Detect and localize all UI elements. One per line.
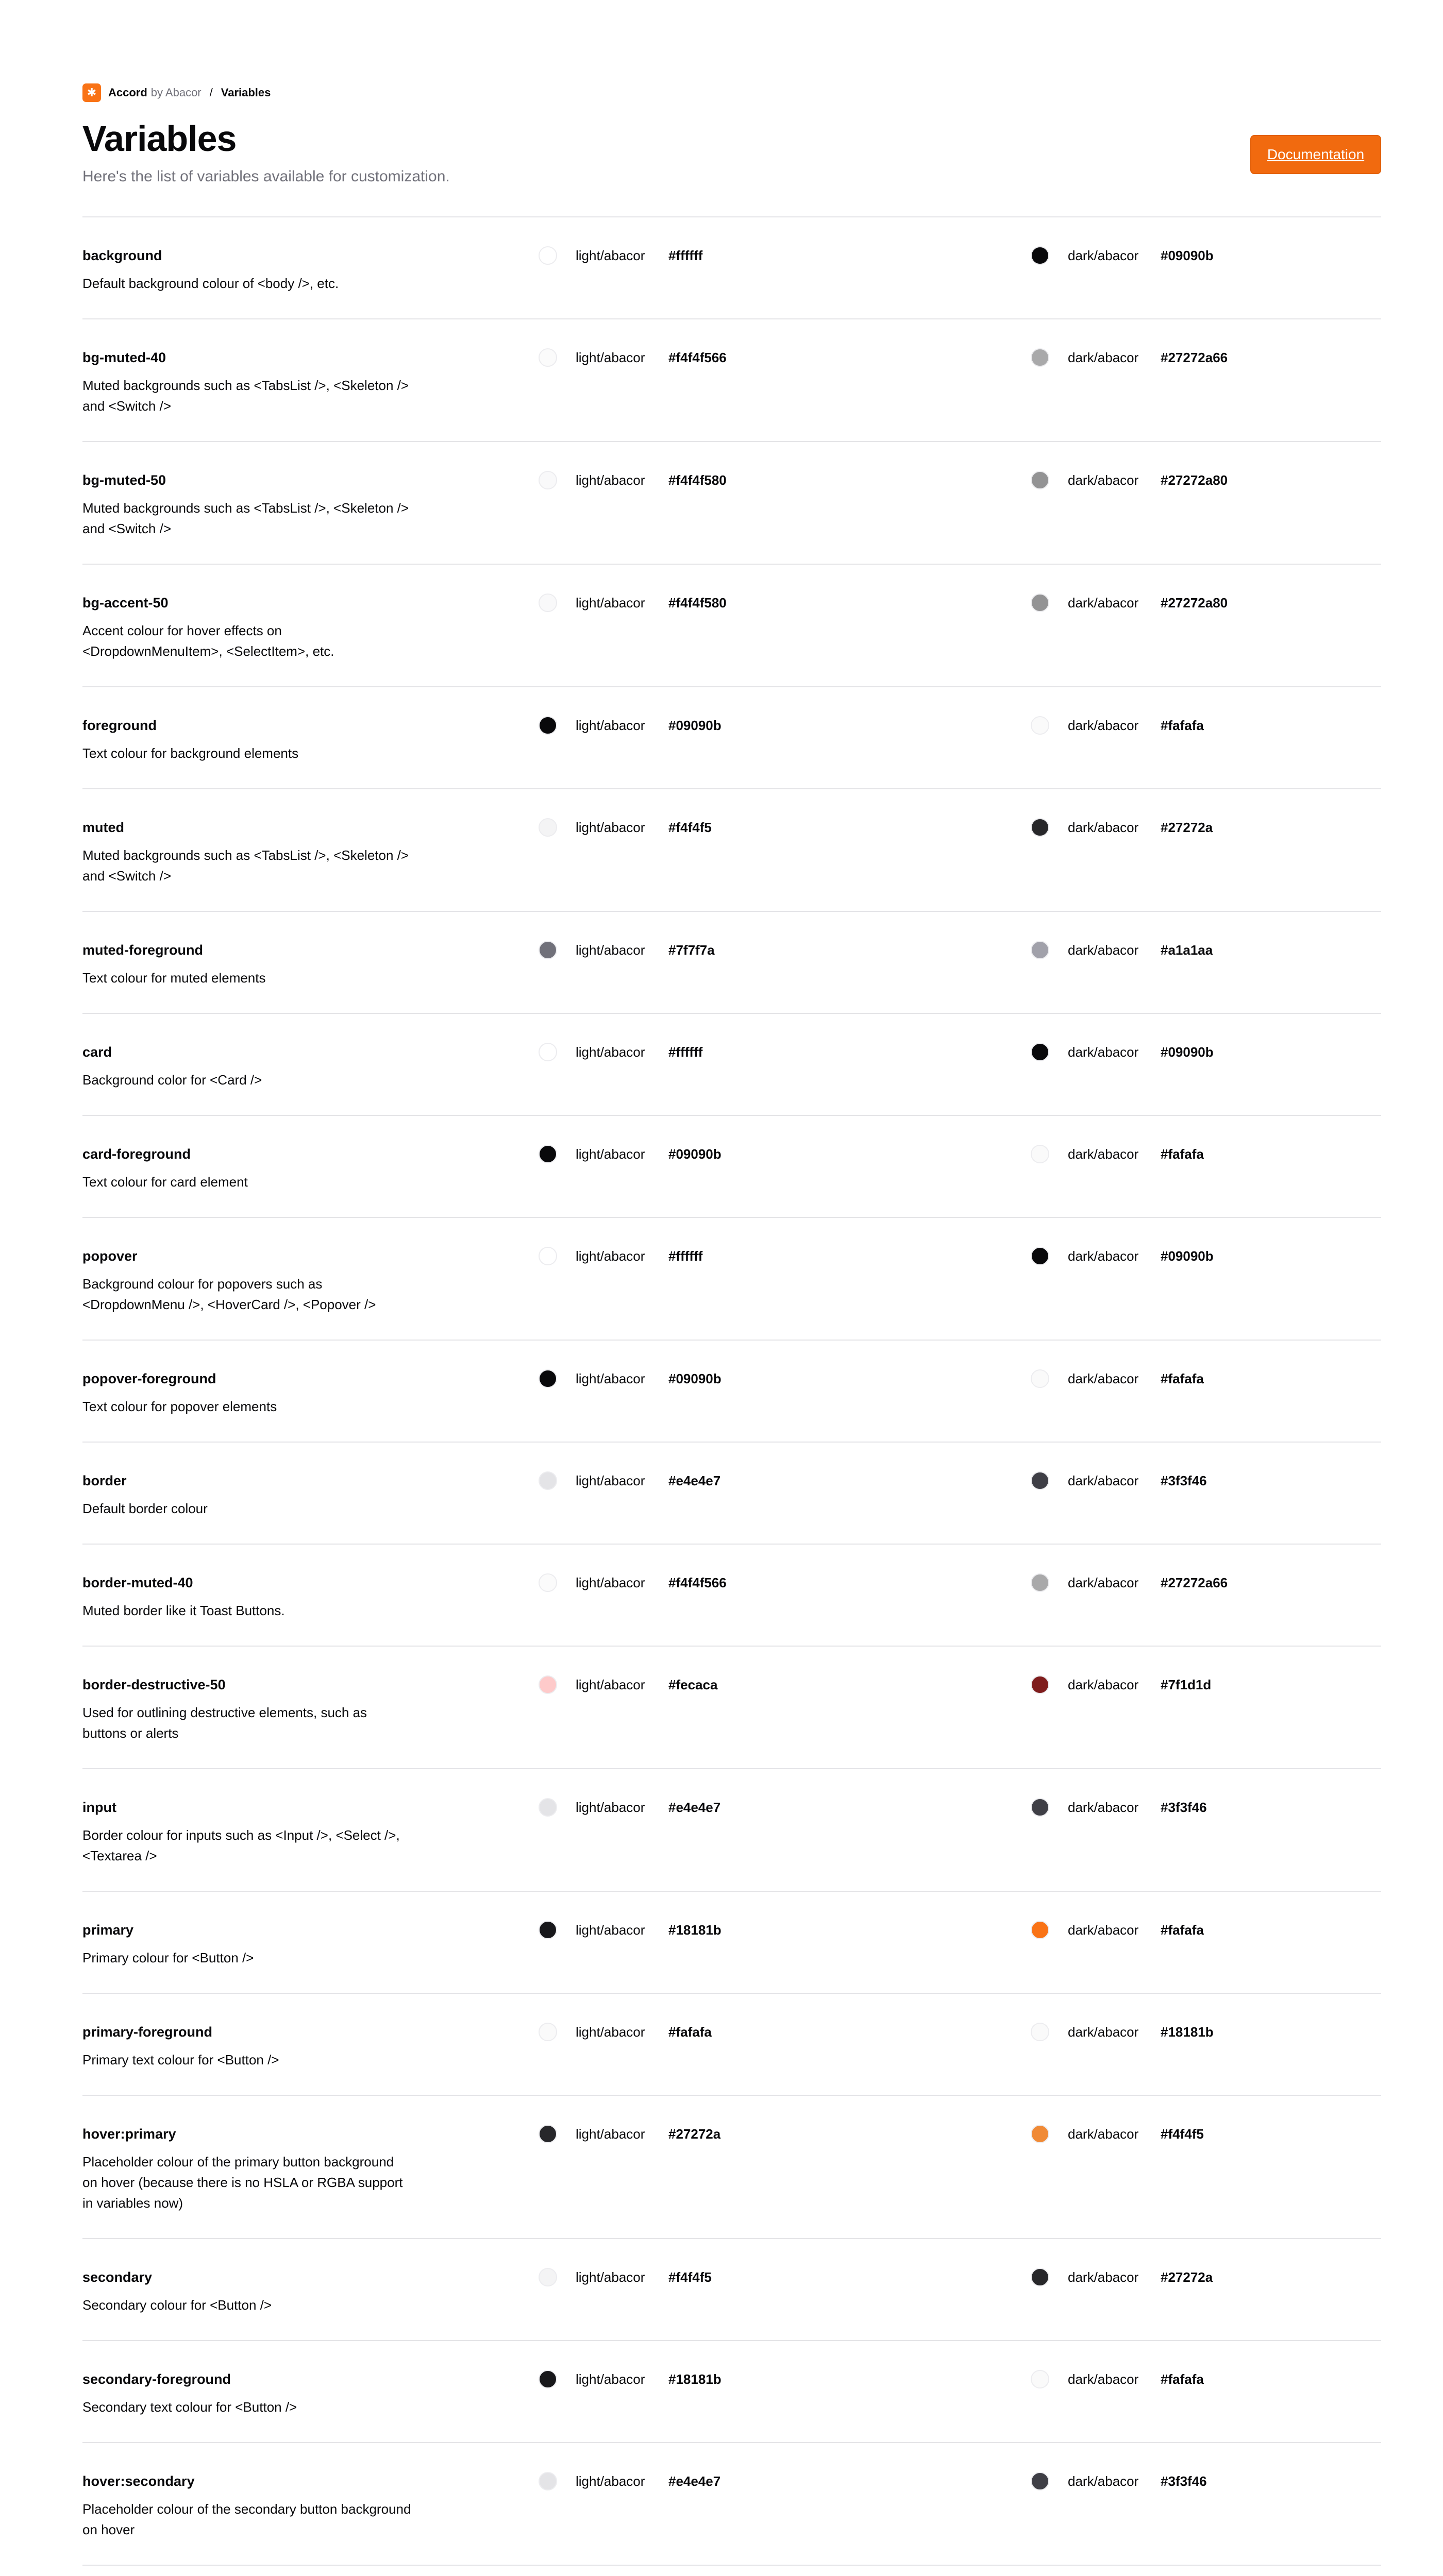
variable-name: card-foreground — [82, 1146, 191, 1162]
dark-theme-name: dark/abacor — [1068, 1146, 1139, 1162]
dark-theme-name: dark/abacor — [1068, 1799, 1139, 1815]
variable-info — [82, 246, 539, 294]
light-theme-value — [539, 594, 1031, 612]
dark-color-swatch — [1031, 1043, 1049, 1061]
light-hex-value: #e4e4e7 — [668, 1799, 721, 1815]
dark-color-swatch — [1031, 2268, 1049, 2286]
variable-row — [82, 565, 1381, 687]
light-theme-name: light/abacor — [576, 2024, 645, 2040]
variable-description: Placeholder colour of the secondary button background on hover — [82, 2501, 411, 2537]
light-hex-value: #f4f4f5 — [668, 2269, 712, 2285]
dark-color-swatch — [1031, 246, 1049, 265]
variable-name: primary — [82, 1922, 134, 1938]
light-color-swatch — [539, 2125, 557, 2143]
variable-info — [82, 1145, 539, 1192]
dark-theme-value — [1031, 1675, 1381, 1694]
variable-description: Background color for <Card /> — [82, 1072, 262, 1088]
light-theme-name: light/abacor — [576, 1574, 645, 1590]
light-color-swatch — [539, 246, 557, 265]
variable-row — [82, 2566, 1381, 2576]
variable-info — [82, 1798, 539, 1866]
dark-theme-value — [1031, 2023, 1381, 2041]
dark-theme-value — [1031, 2370, 1381, 2388]
page-header — [82, 116, 1381, 217]
variable-description: Placeholder colour of the primary button background on hover (because there is no HSLA or RGBA support in variables now) — [82, 2154, 403, 2211]
dark-color-swatch — [1031, 348, 1049, 367]
breadcrumb-brand[interactable]: Accord — [108, 86, 147, 99]
dark-theme-name: dark/abacor — [1068, 2473, 1139, 2489]
light-theme-name: light/abacor — [576, 1248, 645, 1264]
variable-name: bg-muted-50 — [82, 472, 166, 488]
variable-name: secondary-foreground — [82, 2371, 231, 2387]
variable-description: Default border colour — [82, 1501, 208, 1516]
light-theme-value — [539, 1675, 1031, 1694]
light-theme-name: light/abacor — [576, 1922, 645, 1938]
light-theme-value — [539, 2472, 1031, 2490]
dark-color-swatch — [1031, 818, 1049, 837]
dark-hex-value: #27272a — [1161, 819, 1213, 835]
dark-theme-value — [1031, 1573, 1381, 1592]
light-color-swatch — [539, 2268, 557, 2286]
dark-color-swatch — [1031, 471, 1049, 489]
light-theme-name: light/abacor — [576, 1044, 645, 1060]
dark-color-swatch — [1031, 1798, 1049, 1817]
dark-hex-value: #a1a1aa — [1161, 942, 1213, 958]
variable-name: popover-foreground — [82, 1371, 216, 1386]
light-theme-name: light/abacor — [576, 349, 645, 365]
variable-row — [82, 1014, 1381, 1116]
variable-info — [82, 1247, 539, 1315]
variable-name: border-muted-40 — [82, 1575, 193, 1590]
variable-info — [82, 1471, 539, 1519]
light-color-swatch — [539, 1921, 557, 1939]
variable-info — [82, 348, 539, 416]
dark-theme-value — [1031, 1145, 1381, 1163]
variable-info — [82, 1043, 539, 1090]
dark-color-swatch — [1031, 1675, 1049, 1694]
dark-theme-value — [1031, 1369, 1381, 1388]
dark-theme-name: dark/abacor — [1068, 1044, 1139, 1060]
variable-description: Text colour for muted elements — [82, 970, 266, 986]
light-hex-value: #e4e4e7 — [668, 1472, 721, 1488]
variable-info — [82, 2472, 539, 2540]
light-color-swatch — [539, 1369, 557, 1388]
dark-theme-value — [1031, 941, 1381, 959]
light-theme-value — [539, 941, 1031, 959]
variable-name: hover:primary — [82, 2126, 176, 2142]
variable-info — [82, 471, 539, 539]
light-color-swatch — [539, 471, 557, 489]
variable-description: Muted backgrounds such as <TabsList />, <Skeleton /> and <Switch /> — [82, 848, 409, 884]
light-color-swatch — [539, 1471, 557, 1490]
variable-info — [82, 1921, 539, 1968]
light-theme-name: light/abacor — [576, 1799, 645, 1815]
variable-name: card — [82, 1044, 112, 1060]
dark-theme-name: dark/abacor — [1068, 1472, 1139, 1488]
variable-row — [82, 789, 1381, 912]
variable-row — [82, 1218, 1381, 1341]
light-theme-value — [539, 1369, 1031, 1388]
variable-row — [82, 2239, 1381, 2341]
light-theme-name: light/abacor — [576, 472, 645, 488]
light-theme-value — [539, 1247, 1031, 1265]
light-hex-value: #f4f4f5 — [668, 819, 712, 835]
light-color-swatch — [539, 2023, 557, 2041]
light-hex-value: #ffffff — [668, 1248, 703, 1264]
dark-color-swatch — [1031, 1471, 1049, 1490]
breadcrumb-brand-by: by Abacor — [150, 86, 202, 99]
light-theme-name: light/abacor — [576, 1472, 645, 1488]
dark-hex-value: #27272a80 — [1161, 595, 1228, 611]
light-hex-value: #fecaca — [668, 1676, 718, 1692]
light-theme-value — [539, 2023, 1031, 2041]
dark-hex-value: #3f3f46 — [1161, 1472, 1207, 1488]
documentation-button[interactable]: Documentation — [1250, 135, 1381, 174]
variable-row — [82, 319, 1381, 442]
variable-description: Used for outlining destructive elements, such as buttons or alerts — [82, 1705, 367, 1741]
dark-color-swatch — [1031, 2370, 1049, 2388]
dark-theme-name: dark/abacor — [1068, 349, 1139, 365]
light-theme-name: light/abacor — [576, 2126, 645, 2142]
light-color-swatch — [539, 594, 557, 612]
variable-info — [82, 941, 539, 988]
dark-theme-value — [1031, 1043, 1381, 1061]
variable-name: muted — [82, 820, 124, 835]
dark-theme-name: dark/abacor — [1068, 247, 1139, 263]
light-theme-name: light/abacor — [576, 717, 645, 733]
variable-description: Accent colour for hover effects on <DropdownMenuItem>, <SelectItem>, etc. — [82, 623, 334, 659]
variable-row — [82, 1443, 1381, 1545]
dark-theme-value — [1031, 1247, 1381, 1265]
light-theme-value — [539, 1043, 1031, 1061]
dark-theme-name: dark/abacor — [1068, 2371, 1139, 2387]
light-theme-value — [539, 471, 1031, 489]
dark-hex-value: #18181b — [1161, 2024, 1214, 2040]
dark-hex-value: #27272a80 — [1161, 472, 1228, 488]
dark-color-swatch — [1031, 2023, 1049, 2041]
breadcrumb-current: Variables — [221, 86, 271, 99]
light-theme-value — [539, 246, 1031, 265]
light-color-swatch — [539, 941, 557, 959]
variable-info — [82, 2370, 539, 2417]
light-hex-value: #ffffff — [668, 247, 703, 263]
variable-description: Primary text colour for <Button /> — [82, 2052, 279, 2067]
dark-color-swatch — [1031, 1573, 1049, 1592]
variable-row — [82, 217, 1381, 319]
light-theme-value — [539, 716, 1031, 735]
dark-theme-value — [1031, 2268, 1381, 2286]
light-hex-value: #f4f4f566 — [668, 349, 727, 365]
page-title: Variables — [82, 118, 237, 159]
light-theme-name: light/abacor — [576, 2269, 645, 2285]
dark-theme-value — [1031, 1471, 1381, 1490]
dark-theme-name: dark/abacor — [1068, 1922, 1139, 1938]
dark-hex-value: #27272a66 — [1161, 1574, 1228, 1590]
variable-description: Muted border like it Toast Buttons. — [82, 1603, 285, 1618]
variable-row — [82, 1116, 1381, 1218]
dark-theme-name: dark/abacor — [1068, 1370, 1139, 1386]
dark-theme-name: dark/abacor — [1068, 942, 1139, 958]
light-theme-name: light/abacor — [576, 1146, 645, 1162]
light-color-swatch — [539, 1145, 557, 1163]
star-icon[interactable]: ✱ — [82, 83, 101, 102]
dark-color-swatch — [1031, 1369, 1049, 1388]
header-text — [82, 116, 450, 185]
breadcrumb-separator: / — [209, 86, 213, 99]
dark-hex-value: #09090b — [1161, 1248, 1214, 1264]
variable-description: Background colour for popovers such as <DropdownMenu />, <HoverCard />, <Popover /> — [82, 1276, 376, 1312]
light-color-swatch — [539, 1043, 557, 1061]
variable-description: Muted backgrounds such as <TabsList />, <Skeleton /> and <Switch /> — [82, 500, 409, 536]
dark-color-swatch — [1031, 594, 1049, 612]
variable-name: muted-foreground — [82, 942, 203, 958]
light-color-swatch — [539, 1675, 557, 1694]
variable-row — [82, 912, 1381, 1014]
variable-info — [82, 716, 539, 764]
variable-description: Default background colour of <body />, etc. — [82, 276, 339, 291]
variable-description: Text colour for card element — [82, 1174, 248, 1190]
light-theme-value — [539, 2370, 1031, 2388]
light-hex-value: #ffffff — [668, 1044, 703, 1060]
variable-description: Primary colour for <Button /> — [82, 1950, 254, 1965]
variable-name: border-destructive-50 — [82, 1677, 226, 1692]
light-theme-name: light/abacor — [576, 595, 645, 611]
dark-color-swatch — [1031, 1145, 1049, 1163]
light-theme-value — [539, 1798, 1031, 1817]
dark-theme-name: dark/abacor — [1068, 472, 1139, 488]
light-theme-name: light/abacor — [576, 942, 645, 958]
light-hex-value: #fafafa — [668, 2024, 712, 2040]
dark-hex-value: #09090b — [1161, 1044, 1214, 1060]
dark-hex-value: #fafafa — [1161, 717, 1204, 733]
light-theme-name: light/abacor — [576, 1370, 645, 1386]
dark-theme-value — [1031, 594, 1381, 612]
light-hex-value: #e4e4e7 — [668, 2473, 721, 2489]
dark-hex-value: #fafafa — [1161, 1146, 1204, 1162]
dark-theme-name: dark/abacor — [1068, 595, 1139, 611]
light-color-swatch — [539, 818, 557, 837]
light-hex-value: #f4f4f580 — [668, 472, 727, 488]
light-hex-value: #f4f4f580 — [668, 595, 727, 611]
dark-hex-value: #3f3f46 — [1161, 2473, 1207, 2489]
dark-theme-name: dark/abacor — [1068, 2126, 1139, 2142]
light-color-swatch — [539, 1573, 557, 1592]
light-theme-value — [539, 1471, 1031, 1490]
dark-theme-name: dark/abacor — [1068, 1676, 1139, 1692]
variable-description: Secondary text colour for <Button /> — [82, 2399, 297, 2415]
light-hex-value: #7f7f7a — [668, 942, 715, 958]
variable-name: secondary — [82, 2269, 153, 2285]
variable-description: Secondary colour for <Button /> — [82, 2297, 272, 2313]
dark-color-swatch — [1031, 1247, 1049, 1265]
variable-name: border — [82, 1473, 127, 1488]
dark-theme-value — [1031, 246, 1381, 265]
light-hex-value: #09090b — [668, 1146, 722, 1162]
page-subtitle: Here's the list of variables available for customization. — [82, 168, 450, 185]
variable-name: hover:secondary — [82, 2473, 195, 2489]
variable-name: popover — [82, 1248, 138, 1264]
variable-info — [82, 2023, 539, 2070]
breadcrumb — [82, 82, 1381, 103]
variable-info — [82, 2125, 539, 2213]
dark-hex-value: #f4f4f5 — [1161, 2126, 1204, 2142]
variable-description: Text colour for popover elements — [82, 1399, 277, 1414]
variable-name: foreground — [82, 718, 157, 733]
dark-hex-value: #27272a — [1161, 2269, 1213, 2285]
variable-description: Muted backgrounds such as <TabsList />, <Skeleton /> and <Switch /> — [82, 378, 409, 414]
light-theme-value — [539, 2125, 1031, 2143]
variable-row — [82, 2096, 1381, 2239]
variable-info — [82, 1675, 539, 1743]
variable-row — [82, 2341, 1381, 2443]
dark-hex-value: #09090b — [1161, 247, 1214, 263]
light-theme-name: light/abacor — [576, 1676, 645, 1692]
light-color-swatch — [539, 348, 557, 367]
dark-theme-value — [1031, 471, 1381, 489]
dark-theme-value — [1031, 716, 1381, 735]
light-hex-value: #f4f4f566 — [668, 1574, 727, 1590]
dark-color-swatch — [1031, 941, 1049, 959]
variable-row — [82, 687, 1381, 789]
variable-info — [82, 1369, 539, 1417]
dark-hex-value: #7f1d1d — [1161, 1676, 1212, 1692]
dark-color-swatch — [1031, 716, 1049, 735]
variable-description: Border colour for inputs such as <Input />, <Select />, <Textarea /> — [82, 1827, 400, 1863]
light-hex-value: #27272a — [668, 2126, 721, 2142]
variable-info — [82, 1573, 539, 1621]
variable-row — [82, 1341, 1381, 1443]
variable-row — [82, 1545, 1381, 1647]
variables-list — [82, 217, 1381, 2576]
variable-row — [82, 442, 1381, 565]
light-color-swatch — [539, 1798, 557, 1817]
variable-name: bg-accent-50 — [82, 595, 169, 611]
light-theme-value — [539, 1921, 1031, 1939]
dark-hex-value: #27272a66 — [1161, 349, 1228, 365]
dark-color-swatch — [1031, 2125, 1049, 2143]
variable-info — [82, 594, 539, 662]
variable-description: Text colour for background elements — [82, 745, 299, 761]
variable-row — [82, 1994, 1381, 2096]
variable-row — [82, 2443, 1381, 2566]
dark-theme-value — [1031, 1921, 1381, 1939]
light-hex-value: #18181b — [668, 2371, 722, 2387]
dark-theme-name: dark/abacor — [1068, 2024, 1139, 2040]
dark-theme-value — [1031, 2472, 1381, 2490]
dark-hex-value: #3f3f46 — [1161, 1799, 1207, 1815]
light-hex-value: #18181b — [668, 1922, 722, 1938]
dark-theme-name: dark/abacor — [1068, 2269, 1139, 2285]
variable-name: bg-muted-40 — [82, 350, 166, 365]
dark-theme-name: dark/abacor — [1068, 1574, 1139, 1590]
light-theme-value — [539, 2268, 1031, 2286]
dark-theme-name: dark/abacor — [1068, 1248, 1139, 1264]
light-hex-value: #09090b — [668, 717, 722, 733]
light-theme-name: light/abacor — [576, 819, 645, 835]
variable-row — [82, 1647, 1381, 1769]
dark-theme-value — [1031, 1798, 1381, 1817]
dark-theme-name: dark/abacor — [1068, 819, 1139, 835]
dark-color-swatch — [1031, 2472, 1049, 2490]
dark-theme-name: dark/abacor — [1068, 717, 1139, 733]
dark-theme-value — [1031, 818, 1381, 837]
variable-name: primary-foreground — [82, 2024, 213, 2040]
light-hex-value: #09090b — [668, 1370, 722, 1386]
light-color-swatch — [539, 2370, 557, 2388]
light-color-swatch — [539, 1247, 557, 1265]
dark-hex-value: #fafafa — [1161, 1370, 1204, 1386]
variable-row — [82, 1892, 1381, 1994]
light-theme-value — [539, 1573, 1031, 1592]
light-theme-value — [539, 1145, 1031, 1163]
variable-name: input — [82, 1800, 116, 1815]
variable-name: background — [82, 248, 162, 263]
variable-row — [82, 1769, 1381, 1892]
light-theme-name: light/abacor — [576, 2371, 645, 2387]
variable-info — [82, 818, 539, 886]
light-theme-value — [539, 348, 1031, 367]
dark-theme-value — [1031, 2125, 1381, 2143]
light-color-swatch — [539, 2472, 557, 2490]
dark-theme-value — [1031, 348, 1381, 367]
dark-hex-value: #fafafa — [1161, 2371, 1204, 2387]
light-theme-value — [539, 818, 1031, 837]
dark-color-swatch — [1031, 1921, 1049, 1939]
dark-hex-value: #fafafa — [1161, 1922, 1204, 1938]
light-color-swatch — [539, 716, 557, 735]
light-theme-name: light/abacor — [576, 247, 645, 263]
variable-info — [82, 2268, 539, 2315]
light-theme-name: light/abacor — [576, 2473, 645, 2489]
